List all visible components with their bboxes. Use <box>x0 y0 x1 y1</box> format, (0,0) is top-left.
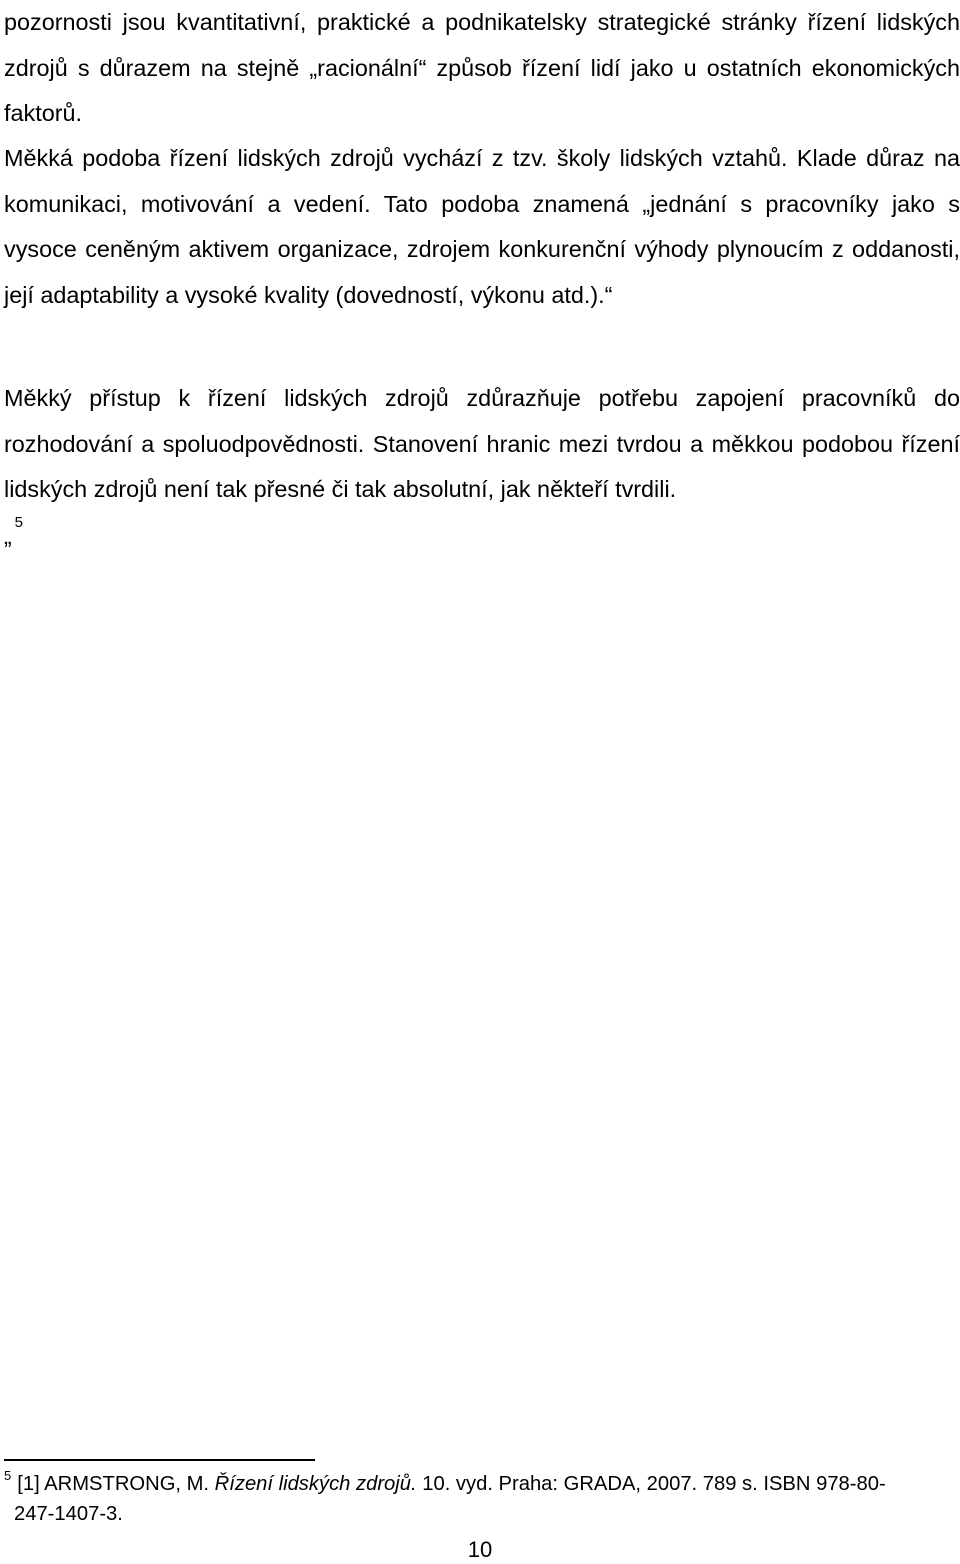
footnote-line-1 <box>4 1470 960 1500</box>
paragraph-text: Měkký přístup k řízení lidských zdrojů zdůrazňuje potřebu zapojení pracovníků do rozhodování a spoluodpovědnosti. Stanovení hranic mezi tvrdou a měkkou podobou řízení lidských zdrojů není tak přesné či tak absolutní, jak někteří tvrdili. <box>4 385 960 503</box>
footnote-number: 5 <box>4 1468 12 1483</box>
footnote-reference[interactable]: 5 <box>14 514 24 531</box>
footnote-prefix: [1] ARMSTRONG, M. <box>17 1473 215 1495</box>
quote-footnote-marker <box>4 516 23 560</box>
footnote-separator <box>4 1459 315 1461</box>
paragraph <box>4 0 960 137</box>
paragraph-text: pozornosti jsou kvantitativní, praktické a podnikatelsky strategické stránky řízení lidských zdrojů s důrazem na stejně „racionální“ způsob řízení lidí jako u ostatních ekonomických faktorů. <box>4 9 960 127</box>
footnote-line-2: 247-1407-3. <box>14 1503 123 1525</box>
paragraph <box>4 136 960 318</box>
paragraph-text: Měkká podoba řízení lidských zdrojů vychází z tzv. školy lidských vztahů. Klade důraz na komunikaci, motivování a vedení. Tato podoba znamená „jednání s pracovníky jako s vysoce ceněným aktivem organizace, zdrojem konkurenční výhody plynoucím z oddanosti, její adaptability a vysoké kvality (dovedností, výkonu atd.).“ <box>4 145 960 308</box>
paragraph <box>4 376 960 513</box>
closing-quote: „ <box>4 523 12 549</box>
footnote-suffix: 10. vyd. Praha: GRADA, 2007. 789 s. ISBN 978-80- <box>416 1473 886 1495</box>
footnote-title: Řízení lidských zdrojů. <box>214 1473 417 1495</box>
page-number: 10 <box>467 1537 493 1562</box>
footnote <box>4 1470 960 1528</box>
